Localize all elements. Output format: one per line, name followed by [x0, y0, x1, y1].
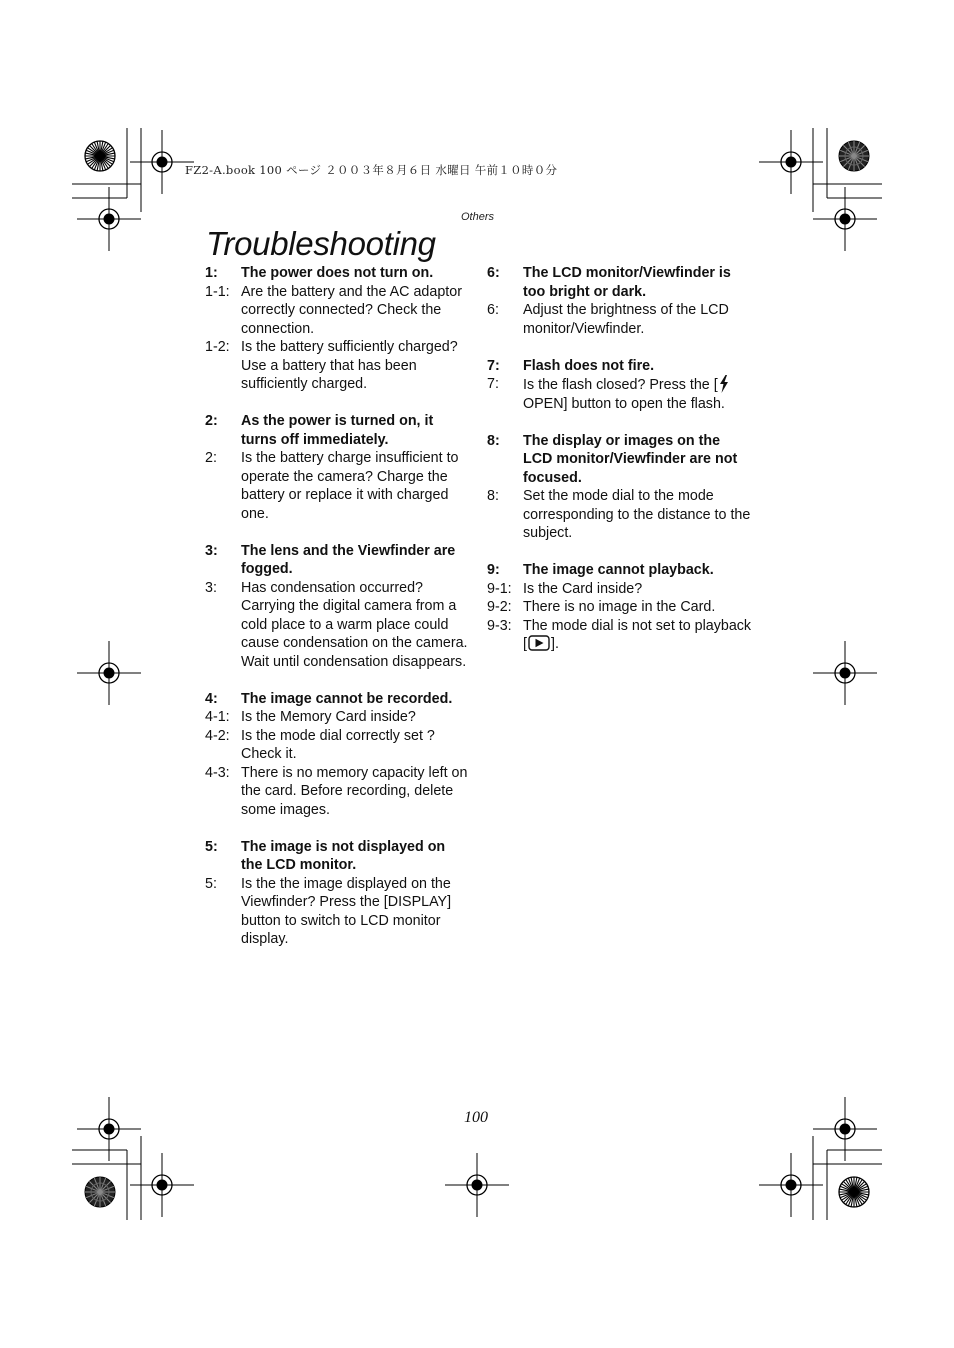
page-number: 100: [464, 1109, 488, 1126]
question: 6: The LCD monitor/Viewfinder is too bright or dark.: [487, 265, 731, 300]
answer: 2: Is the battery charge insufficient to operate the camera? Charge the battery or replace it with charged one.: [205, 450, 459, 522]
answer: 6: Adjust the brightness of the LCD monitor/Viewfinder.: [487, 302, 729, 337]
question: 5: The image is not displayed on the LCD monitor.: [205, 838, 446, 873]
section-8: [487, 432, 752, 543]
answer: 4-1: Is the Memory Card inside?: [205, 709, 416, 725]
section-4: [205, 690, 470, 820]
question: 3: The lens and the Viewfinder are fogged.: [205, 542, 456, 577]
question: 1: The power does not turn on.: [205, 265, 434, 281]
section-7: [487, 357, 752, 414]
question: 9: The image cannot playback.: [487, 562, 714, 578]
answer: 4-2: Is the mode dial correctly set ? Check it.: [205, 727, 435, 762]
section-1: [205, 264, 470, 394]
section-6: [487, 264, 752, 338]
answer: 8: Set the mode dial to the mode corresponding to the distance to the subject.: [487, 488, 751, 541]
answer: 3: Has condensation occurred? Carrying the digital camera from a cold place to a warm place could cause condensation on the camera. Wait until condensation disappears.: [205, 579, 468, 670]
answer: 9-3: The mode dial is not set to playback [ ].: [487, 617, 752, 652]
answer: 1-1: Are the battery and the AC adaptor correctly connected? Check the connection.: [205, 283, 462, 337]
playback-icon: [528, 635, 550, 651]
section-5: [205, 838, 470, 949]
question: 4: The image cannot be recorded.: [205, 690, 453, 707]
section-2: [205, 412, 470, 523]
left-column: [205, 264, 470, 967]
section-label: Others: [461, 211, 495, 223]
page-title: Troubleshooting: [206, 225, 436, 262]
question: 2: As the power is turned on, it turns off immediately.: [205, 413, 434, 448]
answer: 1-2: Is the battery sufficiently charged? Use a battery that has been sufficiently charged.: [205, 339, 458, 392]
flash-icon: [718, 375, 730, 393]
answer: 7: Is the flash closed? Press the [ OPEN] button to open the flash.: [487, 375, 752, 413]
answer: 9-1: Is the Card inside?: [487, 580, 643, 597]
section-9: [487, 561, 752, 654]
answer: 4-3: There is no memory capacity left on the card. Before recording, delete some images.: [205, 764, 468, 818]
print-header: FZ2-A.book 100 ページ ２００３年８月６日 水曜日 午前１０時０分: [185, 163, 558, 177]
question: 8: The display or images on the LCD monitor/Viewfinder are not focused.: [487, 432, 738, 486]
right-column: [487, 264, 752, 672]
answer: 5: Is the the image displayed on the Viewfinder? Press the [DISPLAY] button to switch to LCD monitor display.: [205, 875, 452, 947]
answer: 9-2: There is no image in the Card.: [487, 599, 716, 615]
question: 7: Flash does not fire.: [487, 357, 655, 374]
section-3: [205, 542, 470, 672]
